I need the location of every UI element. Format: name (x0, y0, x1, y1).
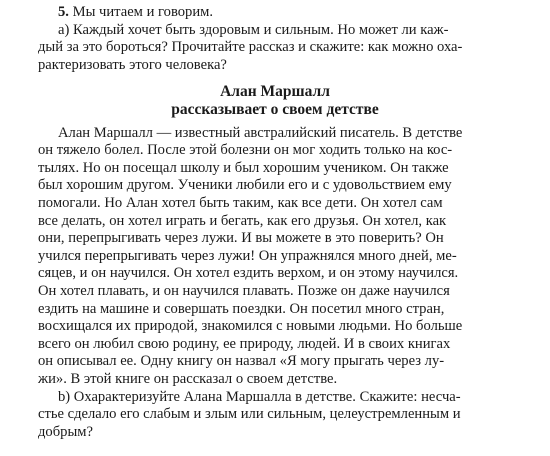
story-line: он описывал ее. Одну книгу он назвал «Я могу прыгать через лу- (38, 353, 445, 370)
story-line: сяцев, и он научился. Он хотел ездить верхом, и он этому научился. (38, 265, 459, 282)
story-line: восхищался их природой, знакомился с новыми людьми. Но больше (38, 318, 463, 335)
story-line: учился перепрыгивать через лужи! Он упражнялся много дней, ме- (38, 247, 457, 264)
story-line: помогали. Но Алан хотел быть таким, как все дети. Он хотел сам (38, 195, 443, 211)
task-b-line: стье сделало его слабым и злым или сильным, целеустремленным и (38, 406, 461, 423)
task-a-line: а) Каждый хочет быть здоровым и сильным. Но может ли каж- (58, 21, 449, 38)
story-line: все делать, он хотел играть и бегать, как его друзья. Он хотел, как (38, 212, 447, 229)
story-title: Алан Маршалл (220, 83, 330, 101)
task-b-line: b) Охарактеризуйте Алана Маршалла в детстве. Скажите: несча- (58, 388, 461, 405)
exercise-number: 5. (58, 4, 73, 20)
exercise-header (58, 4, 213, 22)
story-line: Он хотел плавать, и он научился плавать. Позже он даже научился (38, 283, 450, 299)
story-subtitle: рассказывает о своем детстве (171, 101, 379, 118)
story-line: тылях. Но он посещал школу и был хорошим учеником. Он также (38, 159, 449, 176)
story-line: был хорошим другом. Ученики любили его и с удовольствием ему (38, 177, 452, 194)
story-line: они, перепрыгивать через лужи. И вы можете в это поверить? Он (38, 230, 444, 247)
task-b-line: добрым? (38, 423, 93, 440)
story-line: ездить на машине и совершать поездки. Он посетил много стран, (38, 300, 445, 317)
story-line: всего он любил свою родину, ее природу, людей. И в своих книгах (38, 335, 451, 352)
story-line: он тяжело болел. После этой болезни он мог ходить только на кос- (38, 142, 453, 159)
exercise-title: Мы читаем и говорим. (72, 4, 214, 20)
task-a-line: дый за это бороться? Прочитайте рассказ и скажите: как можно оха- (38, 39, 463, 56)
story-line: Алан Маршалл — известный австралийский писатель. В детстве (58, 124, 463, 141)
task-a-line: рактеризовать этого человека? (38, 56, 227, 73)
story-line: жи». В этой книге он рассказал о своем детстве. (38, 371, 338, 387)
